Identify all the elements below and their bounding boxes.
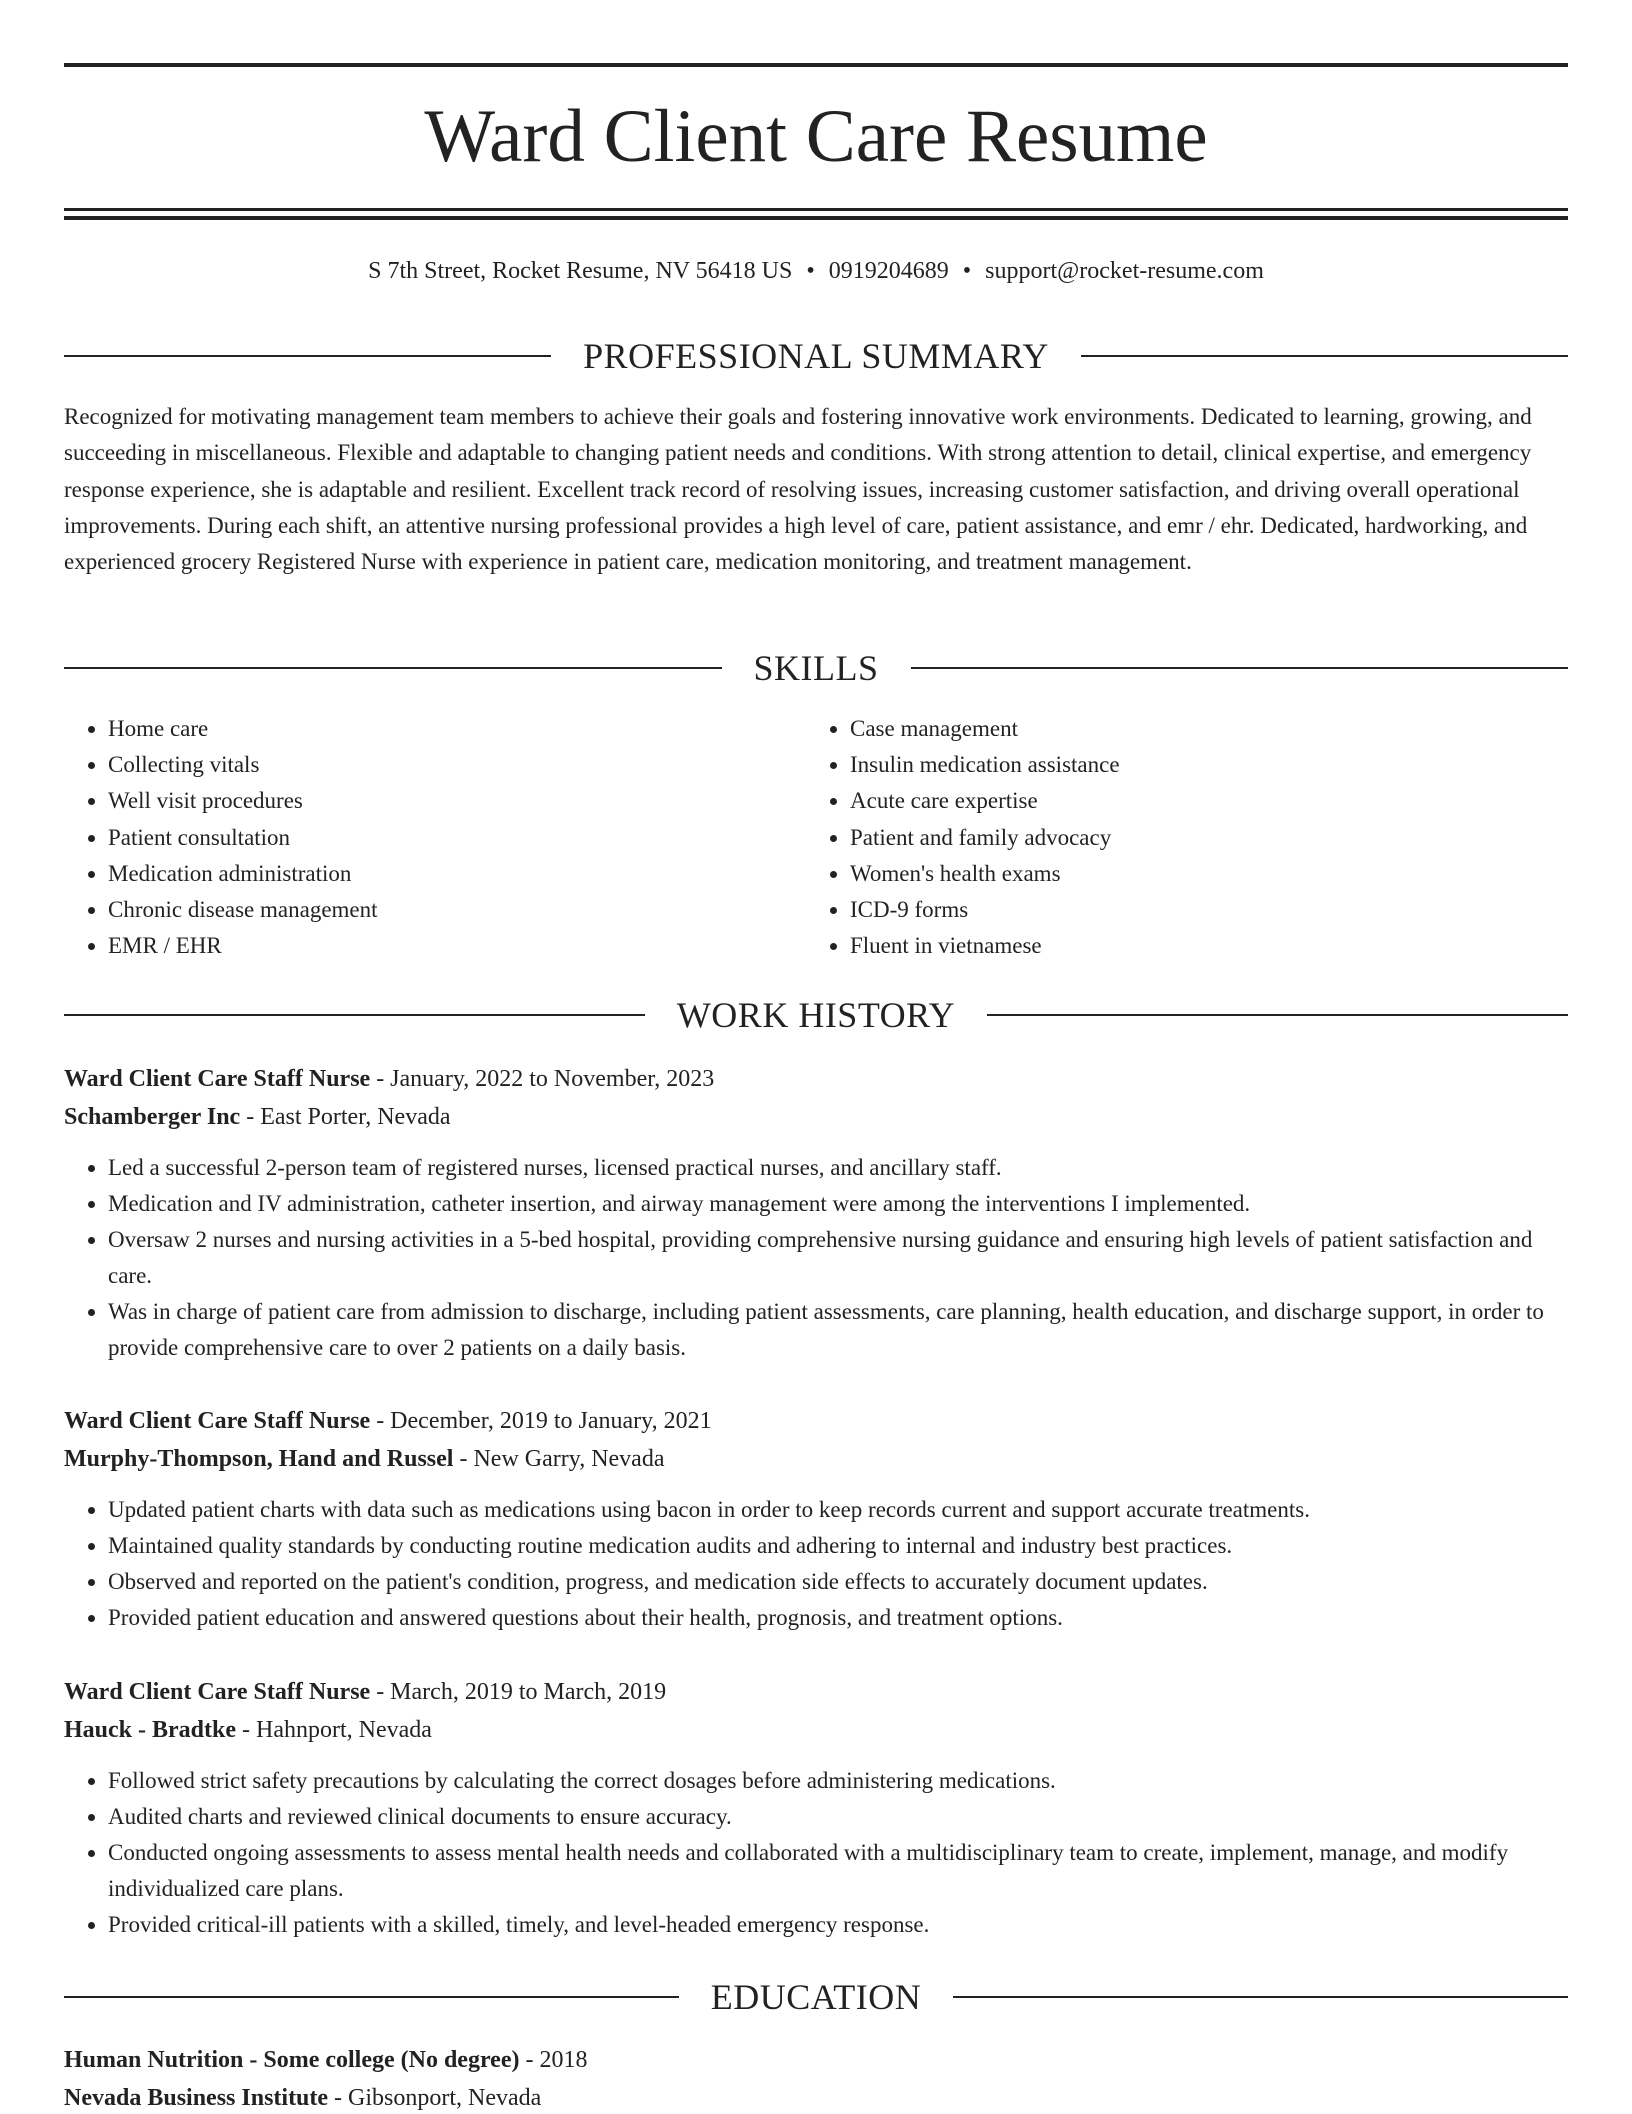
skill-item: • Fluent in vietnamese (850, 928, 1548, 964)
job-title: Ward Client Care Staff Nurse (64, 1679, 371, 1705)
skills-column-right (806, 711, 1548, 964)
skill-item: • Patient and family advocacy (850, 820, 1548, 856)
education-section-header (64, 1977, 1568, 2017)
skills-column-left (64, 711, 806, 964)
skill-item: • ICD-9 forms (850, 892, 1548, 928)
job-company: Schamberger Inc (64, 1104, 241, 1130)
skill-item: • Home care (108, 711, 806, 747)
contact-phone: 0919204689 (828, 258, 949, 284)
job-bullet: • Audited charts and reviewed clinical documents to ensure accuracy. (108, 1799, 1568, 1835)
skill-item: • Medication administration (108, 856, 806, 892)
job-dates: - January, 2022 to November, 2023 (370, 1066, 715, 1092)
job-location: - Hahnport, Nevada (236, 1717, 432, 1743)
job-bullets (64, 1150, 1568, 1367)
skill-item: • Acute care expertise (850, 783, 1548, 819)
work-heading: WORK HISTORY (676, 995, 956, 1035)
work-section-header (64, 995, 1568, 1035)
job-location: - New Garry, Nevada (453, 1446, 665, 1472)
job-bullet: • Updated patient charts with data such as medications using bacon in order to keep records current and support accurate treatments. (108, 1492, 1568, 1528)
job-title: Ward Client Care Staff Nurse (64, 1066, 371, 1092)
job-bullets (64, 1763, 1568, 1943)
job-entry (64, 1676, 1568, 1943)
contact-separator: • (962, 258, 972, 284)
summary-heading: PROFESSIONAL SUMMARY (583, 336, 1049, 376)
job-bullet: • Maintained quality standards by conducting routine medication audits and adhering to internal and industry best practices. (108, 1528, 1568, 1564)
education-year: - 2018 (519, 2047, 588, 2073)
job-location: - East Porter, Nevada (240, 1104, 451, 1130)
education-heading: EDUCATION (710, 1977, 922, 2017)
skill-item: • Well visit procedures (108, 783, 806, 819)
job-bullets (64, 1492, 1568, 1636)
education-entry (64, 2044, 1568, 2114)
job-title: Ward Client Care Staff Nurse (64, 1408, 371, 1434)
contact-separator: • (806, 258, 815, 284)
contact-address: S 7th Street, Rocket Resume, NV 56418 US (368, 258, 793, 284)
skill-item: • Collecting vitals (108, 747, 806, 783)
top-rule (64, 63, 1568, 67)
job-entry (64, 1063, 1568, 1367)
skill-item: • Chronic disease management (108, 892, 806, 928)
title-double-rule (64, 208, 1568, 220)
skill-item: • Insulin medication assistance (850, 747, 1548, 783)
skills-section-header (64, 648, 1568, 688)
job-bullet: • Medication and IV administration, catheter insertion, and airway management were among the interventions I implemented. (108, 1186, 1568, 1222)
skills-heading: SKILLS (753, 648, 879, 688)
education-degree: Human Nutrition - Some college (No degree) (64, 2047, 520, 2073)
job-company: Murphy-Thompson, Hand and Russel (64, 1446, 454, 1472)
skill-item: • Case management (850, 711, 1548, 747)
resume-title: Ward Client Care Resume (424, 95, 1208, 178)
job-bullet: • Observed and reported on the patient's condition, progress, and medication side effects to accurately document updates. (108, 1564, 1568, 1600)
job-bullet: • Was in charge of patient care from admission to discharge, including patient assessments, care planning, health education, and discharge support, in order to provide comprehensive care to over 2 patients on a daily basis. (108, 1294, 1568, 1366)
job-entry (64, 1405, 1568, 1636)
skill-item: • EMR / EHR (108, 928, 806, 964)
contact-email: support@rocket-resume.com (985, 258, 1264, 284)
job-company: Hauck - Bradtke (64, 1717, 237, 1743)
job-bullet: • Provided patient education and answered questions about their health, prognosis, and treatment options. (108, 1600, 1568, 1636)
job-bullet: • Conducted ongoing assessments to assess mental health needs and collaborated with a multidisciplinary team to create, implement, manage, and modify individualized care plans. (108, 1835, 1568, 1907)
summary-text: Recognized for motivating management team members to achieve their goals and fostering innovative work environments. Dedicated to learning, growing, and succeeding in miscellaneous. Flexible and adaptable to changing patient needs and conditions. With strong attention to detail, clinical expertise, and emergency response experience, she is adaptable and resilient. Excellent track record of resolving issues, increasing customer satisfaction, and driving overall operational improvements. During each shift, an attentive nursing professional provides a high level of care, patient assistance, and emr / ehr. Dedicated, hardworking, and experienced grocery Registered Nurse with experience in patient care, medication monitoring, and treatment management. (64, 404, 1532, 575)
summary-section-header (64, 336, 1568, 376)
job-dates: - March, 2019 to March, 2019 (370, 1679, 667, 1705)
skills-list (64, 711, 1568, 964)
job-bullet: • Oversaw 2 nurses and nursing activities in a 5-bed hospital, providing comprehensive nursing guidance and ensuring high levels of patient satisfaction and care. (108, 1222, 1568, 1294)
job-bullet: • Followed strict safety precautions by calculating the correct dosages before administering medications. (108, 1763, 1568, 1799)
education-location: - Gibsonport, Nevada (328, 2085, 542, 2111)
education-school: Nevada Business Institute (64, 2085, 329, 2111)
job-dates: - December, 2019 to January, 2021 (370, 1408, 712, 1434)
job-bullet: • Led a successful 2-person team of registered nurses, licensed practical nurses, and ancillary staff. (108, 1150, 1568, 1186)
job-bullet: • Provided critical-ill patients with a skilled, timely, and level-headed emergency response. (108, 1907, 1568, 1943)
skill-item: • Women's health exams (850, 856, 1548, 892)
skill-item: • Patient consultation (108, 820, 806, 856)
contact-line (64, 255, 1568, 287)
